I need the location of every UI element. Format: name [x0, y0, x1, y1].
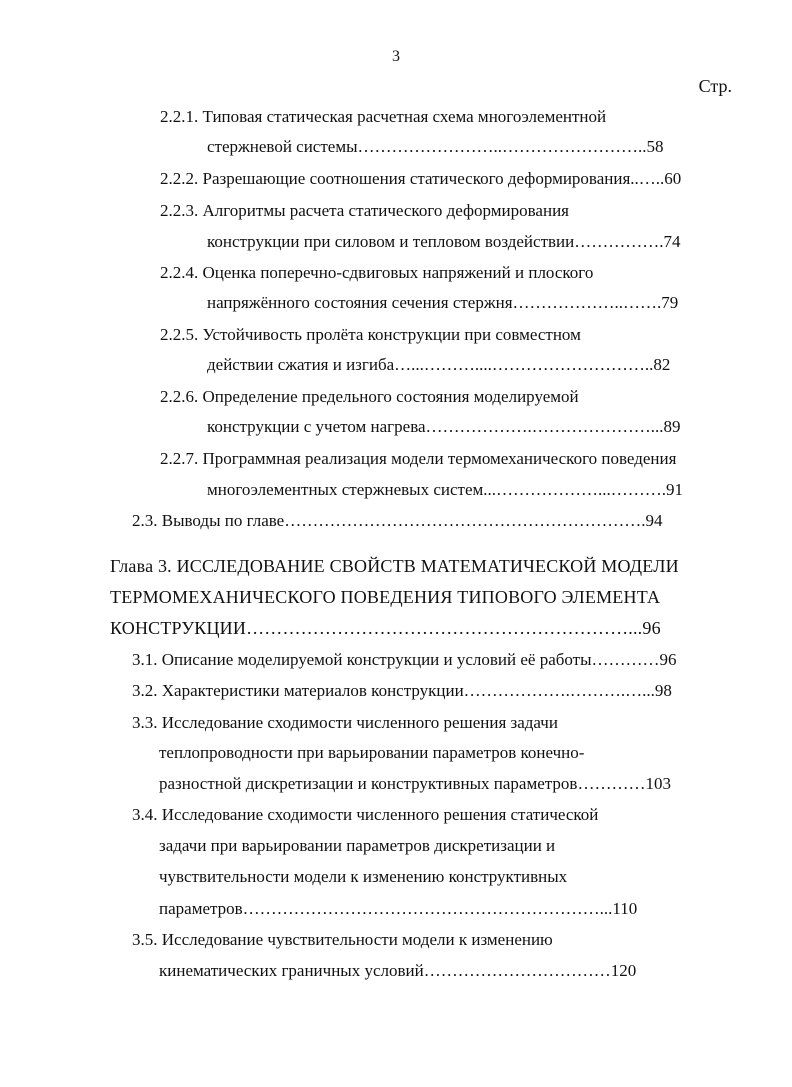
toc-entry-line: стержневой системы……………………..……………………..58 — [207, 137, 664, 156]
toc-entry-line: конструкции при силовом и тепловом воздействии…………….74 — [207, 232, 681, 251]
chapter-heading-line: Глава 3. ИССЛЕДОВАНИЕ СВОЙСТВ МАТЕМАТИЧЕСКОЙ МОДЕЛИ — [110, 556, 679, 576]
toc-entry-line: 3.3. Исследование сходимости численного решения задачи — [132, 713, 558, 732]
toc-entry-line: многоэлементных стержневых систем...………………...……….91 — [207, 480, 684, 499]
toc-entry-line: задачи при варьировании параметров дискретизации и — [159, 836, 556, 855]
page-number: 3 — [392, 48, 400, 65]
toc-entry-line: конструкции с учетом нагрева……………….…………………...89 — [207, 417, 681, 436]
chapter-heading-line: ТЕРМОМЕХАНИЧЕСКОГО ПОВЕДЕНИЯ ТИПОВОГО ЭЛЕМЕНТА — [110, 587, 661, 607]
toc-entry-line: 2.2.5. Устойчивость пролёта конструкции при совместном — [160, 325, 581, 344]
toc-entry-line: 3.2. Характеристики материалов конструкции……………….……….…...98 — [132, 681, 672, 700]
toc-entry-line: 3.1. Описание моделируемой конструкции и условий её работы…………96 — [132, 650, 677, 669]
page-column-label: Стр. — [698, 76, 732, 96]
toc-entry-line: 2.2.2. Разрешающие соотношения статического деформирования..…..60 — [160, 169, 682, 188]
toc-entry-line: 2.2.4. Оценка поперечно-сдвиговых напряжений и плоского — [160, 263, 594, 282]
toc-entry-line: действии сжатия и изгиба…...………....………………………..82 — [207, 355, 671, 374]
toc-entry-line: 2.2.6. Определение предельного состояния моделируемой — [160, 387, 579, 406]
toc-entry-line: кинематических граничных условий……………………………120 — [159, 961, 637, 980]
chapter-heading-line: КОНСТРУКЦИИ………………………………………………………...96 — [110, 618, 661, 638]
toc-entry-line: теплопроводности при варьировании параметров конечно- — [159, 743, 585, 762]
toc-entry-line: 2.2.1. Типовая статическая расчетная схема многоэлементной — [160, 107, 607, 126]
toc-entry-line: параметров………………………………………………………...110 — [159, 899, 638, 918]
toc-entry-line: 2.2.7. Программная реализация модели термомеханического поведения — [160, 449, 677, 468]
toc-entry-line: 2.2.3. Алгоритмы расчета статического деформирования — [160, 201, 569, 220]
toc-entry-line: 2.3. Выводы по главе……………………………………………………….94 — [132, 511, 663, 530]
toc-entry-line: чувствительности модели к изменению конструктивных — [159, 867, 568, 886]
toc-entry-line: разностной дискретизации и конструктивных параметров…………103 — [159, 774, 671, 793]
toc-entry-line: напряжённого состояния сечения стержня………………..…….79 — [207, 293, 679, 312]
toc-entry-line: 3.5. Исследование чувствительности модели к изменению — [132, 930, 553, 949]
toc-entry-line: 3.4. Исследование сходимости численного решения статической — [132, 805, 599, 824]
